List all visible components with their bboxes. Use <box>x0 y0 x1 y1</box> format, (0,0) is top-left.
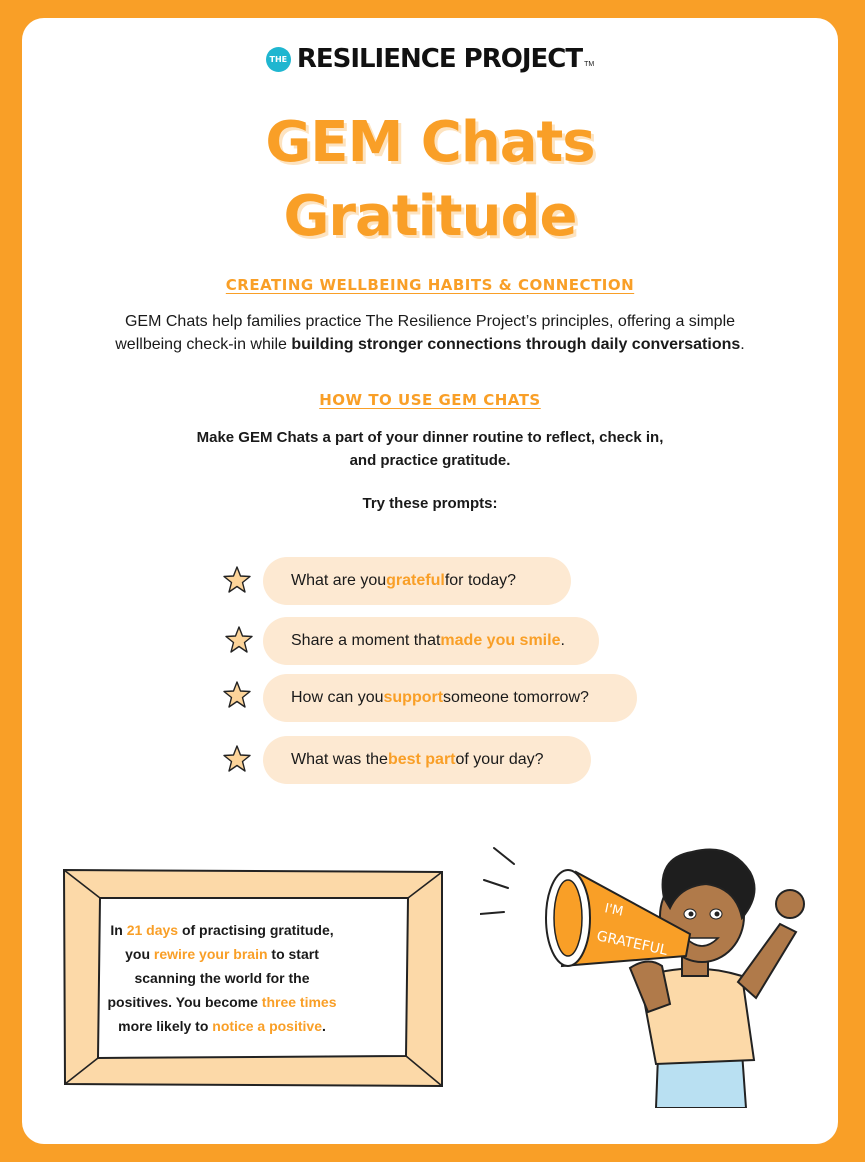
star-icon <box>224 625 254 655</box>
worksheet-page <box>22 18 838 1144</box>
fact-line1: In 21 days of practising gratitude, <box>110 922 334 938</box>
prompt-pill <box>263 674 637 722</box>
prompt-text: of your day? <box>455 751 544 768</box>
prompt-text: . <box>560 632 565 649</box>
section-heading-wellbeing: CREATING WELLBEING HABITS & CONNECTION <box>225 276 635 294</box>
prompt-text: What are you <box>291 572 387 589</box>
try-prompts-label: Try these prompts: <box>362 495 498 512</box>
prompt-pill <box>263 617 599 665</box>
brand-logo <box>22 44 838 74</box>
prompt-text: for today? <box>444 572 516 589</box>
gratitude-fact <box>98 918 346 1038</box>
star-icon <box>222 565 252 595</box>
intro-paragraph <box>82 310 778 356</box>
fact-line2: you rewire your brain to start <box>125 946 319 962</box>
intro-line1: GEM Chats help families practice The Resilience Project’s principles, offering a simple <box>124 313 736 330</box>
fact-line3: scanning the world for the <box>134 970 310 986</box>
intro-line2 <box>82 333 778 356</box>
megaphone-text-line2: GRATEFUL <box>595 928 669 959</box>
prompt-text: Share a moment that <box>291 632 441 649</box>
prompt-pill <box>263 557 571 605</box>
logo-trademark: TM <box>584 61 595 68</box>
how-to-line2: and practice gratitude. <box>349 452 511 469</box>
intro-line2-bold: building stronger connections through daily conversations <box>291 336 741 353</box>
how-to-line1: Make GEM Chats a part of your dinner routine to reflect, check in, <box>196 429 664 446</box>
fact-line4: positives. You become three times <box>107 994 337 1010</box>
prompt-highlight: grateful <box>386 572 445 589</box>
page-title-line2: Gratitude <box>283 184 577 249</box>
intro-line2-end: . <box>740 336 745 353</box>
section-heading-how-to: HOW TO USE GEM CHATS <box>319 391 541 409</box>
logo-badge: THE <box>266 47 291 72</box>
logo-wordmark: RESILIENCE PROJECT <box>296 44 583 74</box>
prompt-text: What was the <box>291 751 388 768</box>
star-icon <box>222 680 252 710</box>
prompt-highlight: support <box>383 689 444 706</box>
prompt-text: someone tomorrow? <box>443 689 589 706</box>
megaphone-text-line1: I'M <box>603 901 625 920</box>
prompt-text: How can you <box>291 689 384 706</box>
megaphone-character-illustration <box>480 828 820 1108</box>
star-icon <box>222 744 252 774</box>
prompt-pill <box>263 736 591 784</box>
intro-line2-plain: wellbeing check-in while <box>115 336 292 353</box>
prompt-highlight: best part <box>387 751 456 768</box>
prompt-highlight: made you smile <box>440 632 561 649</box>
page-title-line1: GEM Chats <box>265 110 595 175</box>
fact-line5: more likely to notice a positive. <box>118 1018 326 1034</box>
